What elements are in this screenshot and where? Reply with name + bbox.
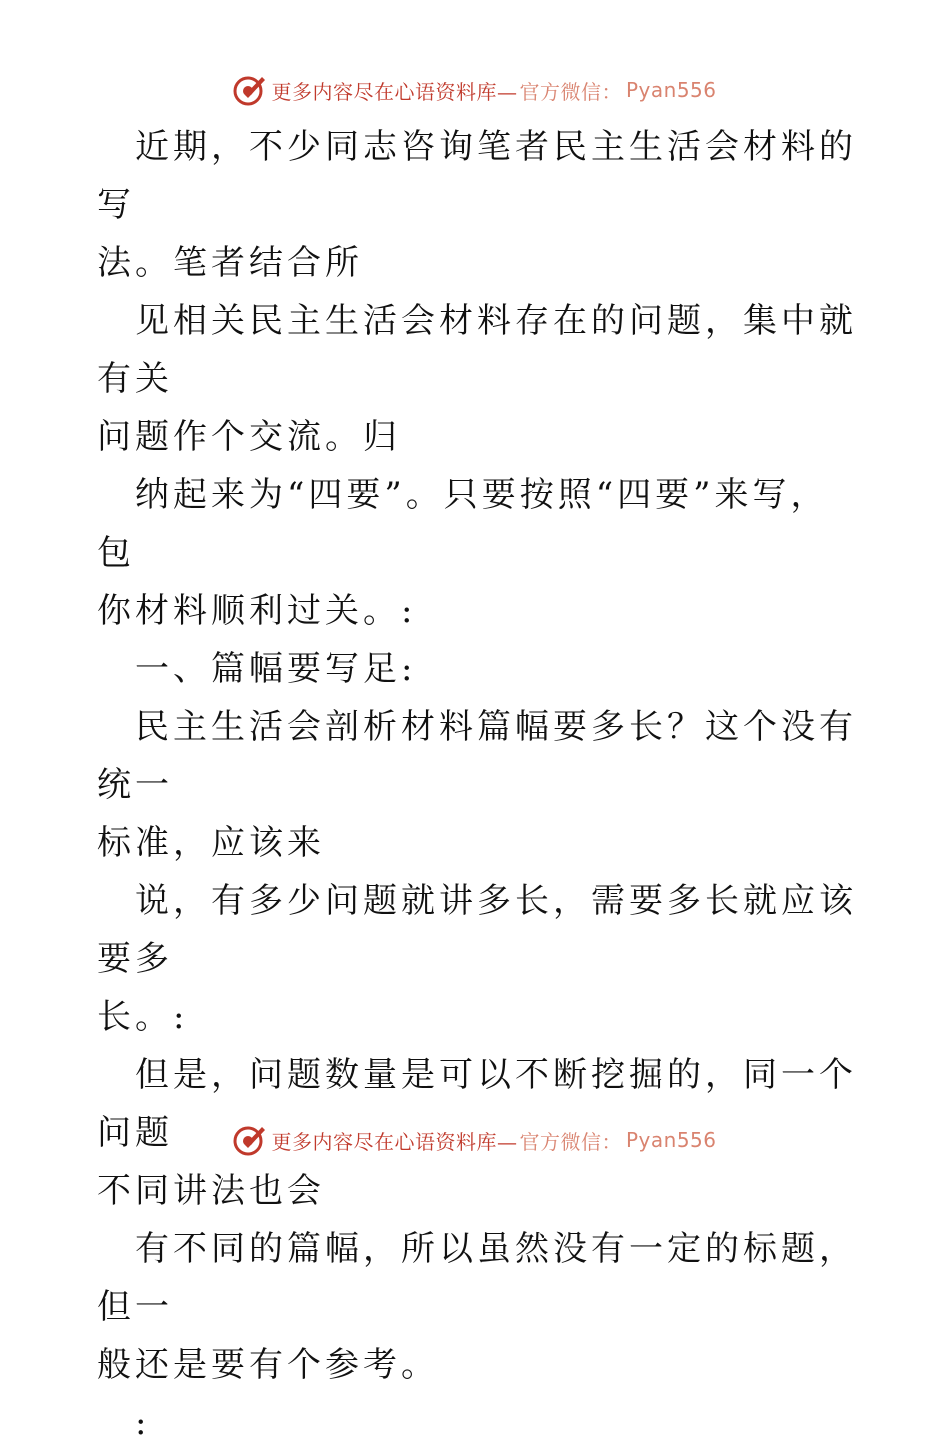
text-line: 见相关民主生活会材料存在的问题，集中就有关	[97, 301, 857, 399]
pen-logo-icon	[233, 1123, 267, 1157]
text-line: 纳起来为“四要”。只要按照“四要”来写，包	[97, 475, 829, 573]
banner-wechat-label: 官方微信：	[519, 79, 622, 104]
text-line: 法。笔者结合所	[97, 243, 363, 283]
banner-account: Pyan556	[625, 78, 717, 102]
text-line: 近期，不少同志咨询笔者民主生活会材料的写	[97, 127, 857, 225]
pen-logo-icon	[233, 73, 267, 107]
document-body	[97, 118, 857, 1452]
text-line: 说，有多少问题就讲多长，需要多长就应该要多	[97, 881, 857, 979]
text-line: 你材料顺利过关。:	[97, 591, 417, 631]
text-line: 标准，应该来	[97, 823, 325, 863]
text-line: 不同讲法也会	[97, 1171, 325, 1211]
footer-banner	[0, 1120, 950, 1160]
section-heading: 一、篇幅要写足:	[135, 649, 417, 689]
header-banner	[0, 70, 950, 110]
text-line: :	[135, 1403, 151, 1443]
text-line: 民主生活会剖析材料篇幅要多长？这个没有统一	[97, 707, 857, 805]
banner-wechat-label: 官方微信：	[519, 1129, 622, 1154]
text-line: 长。:	[97, 997, 189, 1037]
banner-account: Pyan556	[625, 1128, 717, 1152]
text-line: 有不同的篇幅，所以虽然没有一定的标题，但一	[97, 1229, 857, 1327]
banner-text: 更多内容尽在心语资料库—	[271, 79, 518, 104]
text-line: 般还是要有个参考。	[97, 1345, 439, 1385]
text-line: 但是，问题数量是可以不断挖掘的，同一个问题	[97, 1055, 857, 1153]
text-line: 问题作个交流。归	[97, 417, 401, 457]
banner-text: 更多内容尽在心语资料库—	[271, 1129, 518, 1154]
